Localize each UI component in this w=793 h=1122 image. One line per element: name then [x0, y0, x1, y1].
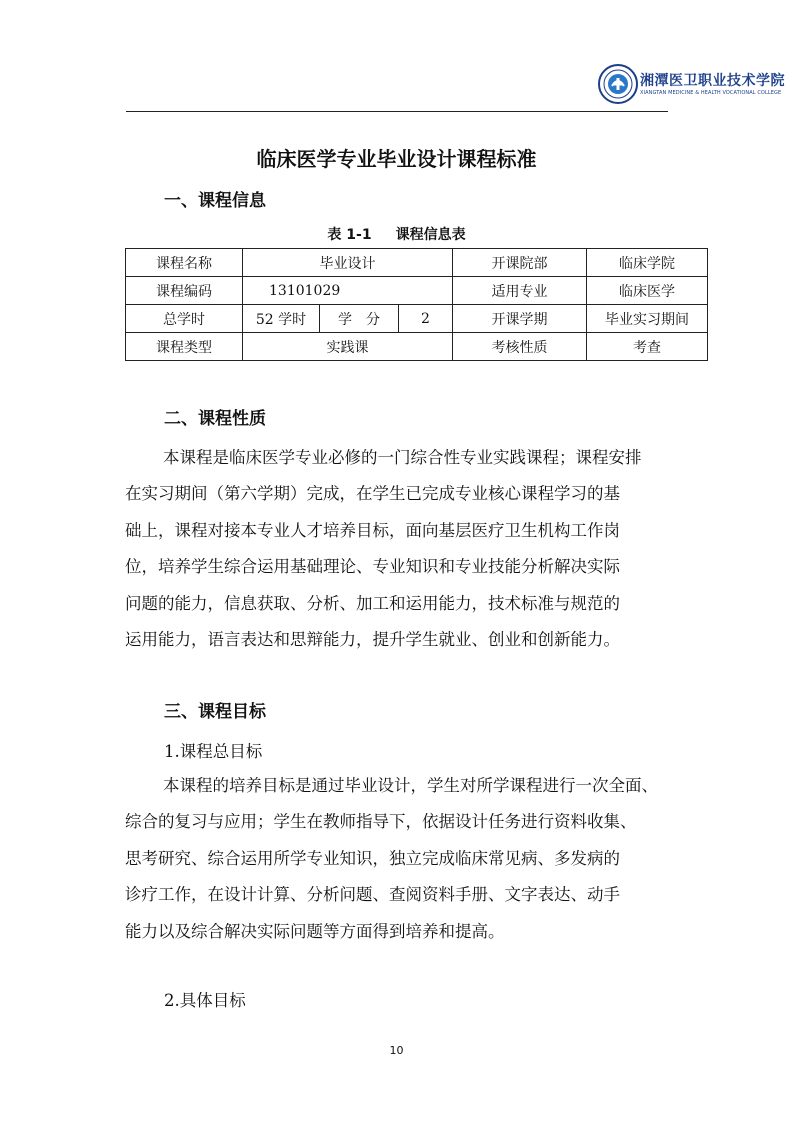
overall-objective-heading: 1.课程总目标 [164, 742, 263, 761]
school-name-cn: 湘潭医卫职业技术学院 [640, 73, 785, 89]
section-heading-course-info: 一、课程信息 [164, 191, 266, 211]
overall-objective-paragraph [125, 768, 710, 950]
section-heading-course-objectives: 三、课程目标 [164, 702, 266, 722]
table-cell: 毕业设计 [243, 249, 453, 277]
table-caption [0, 224, 793, 244]
paragraph-line: 诊疗工作，在设计计算、分析问题、查阅资料手册、文字表达、动手 [125, 885, 620, 905]
table-row [126, 305, 708, 333]
paragraph-line: 在实习期间（第六学期）完成，在学生已完成专业核心课程学习的基 [125, 484, 620, 504]
paragraph-line: 问题的能力，信息获取、分析、加工和运用能力，技术标准与规范的 [125, 593, 620, 613]
table-cell: 考核性质 [453, 333, 587, 361]
table-cell: 开课院部 [453, 249, 587, 277]
paragraph-line: 能力以及综合解决实际问题等方面得到培养和提高。 [125, 921, 505, 941]
table-caption-number: 表 1-1 [327, 227, 372, 243]
header-divider [126, 111, 668, 112]
table-cell: 开课学期 [453, 305, 587, 333]
specific-objective-heading: 2.具体目标 [164, 991, 246, 1010]
school-logo [598, 64, 785, 106]
table-cell: 毕业实习期间 [587, 305, 708, 333]
table-cell: 考查 [587, 333, 708, 361]
school-emblem-icon [598, 64, 638, 104]
table-cell: 课程类型 [126, 333, 243, 361]
table-row [126, 333, 708, 361]
document-title: 临床医学专业毕业设计课程标准 [256, 147, 537, 171]
table-row [126, 249, 708, 277]
table-caption-title: 课程信息表 [395, 227, 466, 243]
table-cell: 52 学时 [243, 305, 320, 333]
table-cell: 课程名称 [126, 249, 243, 277]
table-row [126, 277, 708, 305]
table-cell: 临床医学 [587, 277, 708, 305]
table-cell: 2 [399, 305, 453, 333]
table-cell: 学 分 [320, 305, 399, 333]
school-name-en: XIANGTAN MEDICINE & HEALTH VOCATIONAL COLLEGE [640, 90, 782, 96]
paragraph-line: 位，培养学生综合运用基础理论、专业知识和专业技能分析解决实际 [125, 557, 620, 577]
table-cell: 课程编码 [126, 277, 243, 305]
paragraph-line: 综合的复习与应用；学生在教师指导下，依据设计任务进行资料收集、 [125, 812, 637, 832]
paragraph-line: 本课程的培养目标是通过毕业设计，学生对所学课程进行一次全面、 [163, 776, 658, 795]
paragraph-line: 础上，课程对接本专业人才培养目标，面向基层医疗卫生机构工作岗 [125, 520, 620, 540]
section-heading-course-nature: 二、课程性质 [164, 409, 266, 429]
table-cell: 临床学院 [587, 249, 708, 277]
table-cell: 13101029 [243, 277, 453, 305]
course-info-table [125, 248, 708, 361]
table-cell: 实践课 [243, 333, 453, 361]
page-number: 10 [389, 1044, 404, 1057]
paragraph-line: 本课程是临床医学专业必修的一门综合性专业实践课程；课程安排 [163, 448, 642, 467]
table-cell: 适用专业 [453, 277, 587, 305]
course-nature-paragraph [125, 440, 710, 658]
paragraph-line: 运用能力，语言表达和思辩能力，提升学生就业、创业和创新能力。 [125, 630, 620, 650]
paragraph-line: 思考研究、综合运用所学专业知识，独立完成临床常见病、多发病的 [125, 848, 620, 868]
table-cell: 总学时 [126, 305, 243, 333]
